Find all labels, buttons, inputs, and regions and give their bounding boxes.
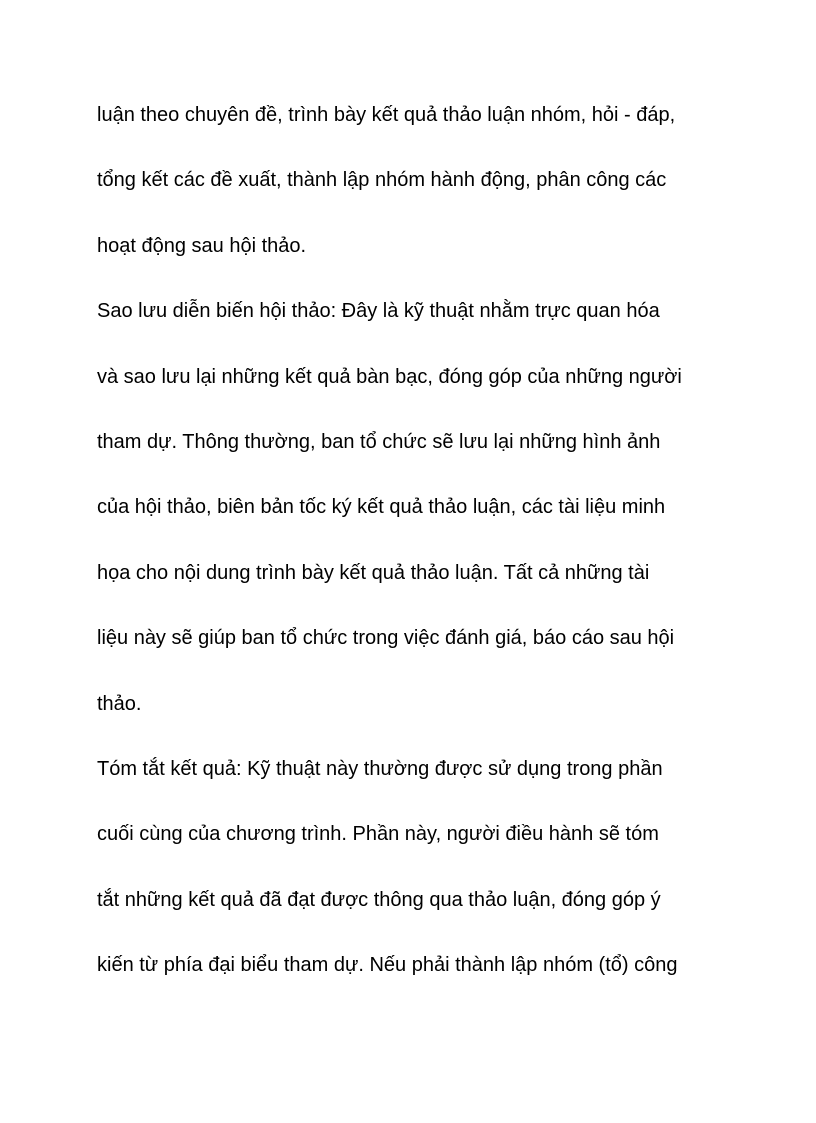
text-line: liệu này sẽ giúp ban tổ chức trong việc đánh giá, báo cáo sau hội (97, 627, 675, 650)
text-line: của hội thảo, biên bản tốc ký kết quả thảo luận, các tài liệu minh (97, 496, 666, 519)
text-line: Tóm tắt kết quả: Kỹ thuật này thường được sử dụng trong phần (97, 757, 663, 780)
text-line: cuối cùng của chương trình. Phần này, người điều hành sẽ tóm (97, 823, 659, 846)
text-line: Sao lưu diễn biến hội thảo: Đây là kỹ thuật nhằm trực quan hóa (97, 300, 660, 323)
text-line: luận theo chuyên đề, trình bày kết quả thảo luận nhóm, hỏi - đáp, (97, 104, 676, 126)
text-line: và sao lưu lại những kết quả bàn bạc, đóng góp của những người (97, 365, 682, 388)
text-line: hoạt động sau hội thảo. (97, 234, 307, 257)
text-line: họa cho nội dung trình bày kết quả thảo luận. Tất cả những tài (97, 561, 650, 584)
text-line: tham dự. Thông thường, ban tổ chức sẽ lưu lại những hình ảnh (97, 430, 661, 453)
body-text (97, 97, 757, 1012)
text-line: kiến từ phía đại biểu tham dự. Nếu phải thành lập nhóm (tổ) công (97, 954, 678, 977)
text-line: tổng kết các đề xuất, thành lập nhóm hành động, phân công các (97, 169, 667, 192)
text-line: thảo. (97, 692, 142, 715)
text-line: tắt những kết quả đã đạt được thông qua thảo luận, đóng góp ý (97, 888, 661, 911)
